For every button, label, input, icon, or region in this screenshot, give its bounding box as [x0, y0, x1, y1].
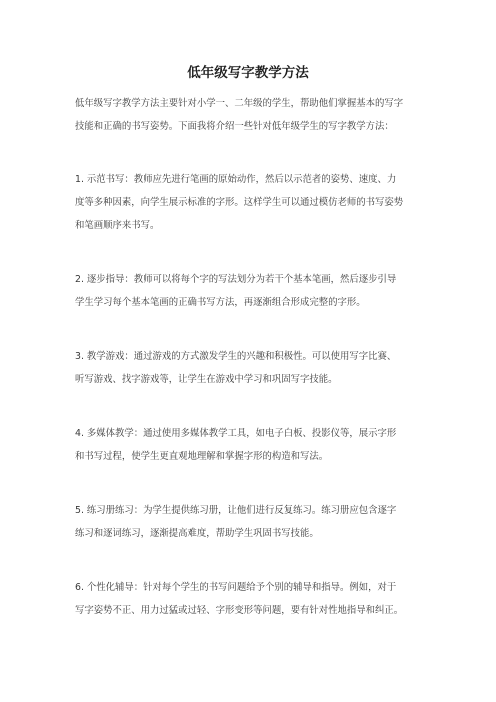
text-line: 和书写过程，使学生更直观地理解和掌握字形的构造和写法。	[75, 451, 329, 462]
document-title: 低年级写字教学方法	[187, 65, 309, 81]
text-line: 3. 教学游戏：通过游戏的方式激发学生的兴趣和积极性。可以使用写字比赛、	[75, 351, 397, 362]
paragraph-item-1	[75, 168, 425, 237]
paragraph-item-3	[75, 345, 425, 391]
paragraph-item-2	[75, 268, 425, 314]
text-line: 5. 练习册练习：为学生提供练习册，让他们进行反复练习。练习册应包含逐字	[75, 505, 397, 516]
paragraph-item-4	[75, 422, 425, 468]
text-line: 技能和正确的书写姿势。下面我将介绍一些针对低年级学生的写字教学方法：	[75, 121, 394, 132]
text-line: 1. 示范书写：教师应先进行笔画的原始动作，然后以示范者的姿势、速度、力	[75, 174, 397, 185]
paragraph-item-5	[75, 499, 425, 545]
text-line: 度等多种因素，向学生展示标准的字形。这样学生可以通过模仿老师的书写姿势	[75, 197, 404, 208]
text-line: 听写游戏、找字游戏等，让学生在游戏中学习和巩固写字技能。	[75, 374, 338, 385]
text-line: 4. 多媒体教学：通过使用多媒体教学工具，如电子白板、投影仪等，展示字形	[75, 428, 397, 439]
text-line: 学生学习每个基本笔画的正确书写方法，再逐渐组合形成完整的字形。	[75, 297, 366, 308]
text-line: 练习和逐词练习，逐渐提高难度，帮助学生巩固书写技能。	[75, 528, 319, 539]
text-line: 写字姿势不正、用力过猛或过轻、字形变形等问题，要有针对性地指导和纠正。	[75, 605, 404, 616]
text-line: 和笔画顺序来书写。	[75, 220, 160, 231]
text-line: 2. 逐步指导：教师可以将每个字的写法划分为若干个基本笔画，然后逐步引导	[75, 274, 397, 285]
text-line: 6. 个性化辅导：针对每个学生的书写问题给予个别的辅导和指导。例如，对于	[75, 582, 397, 593]
text-line: 低年级写字教学方法主要针对小学一、二年级的学生，帮助他们掌握基本的写字	[75, 98, 404, 109]
paragraph-item-6	[75, 576, 425, 622]
paragraph-intro	[75, 92, 425, 138]
